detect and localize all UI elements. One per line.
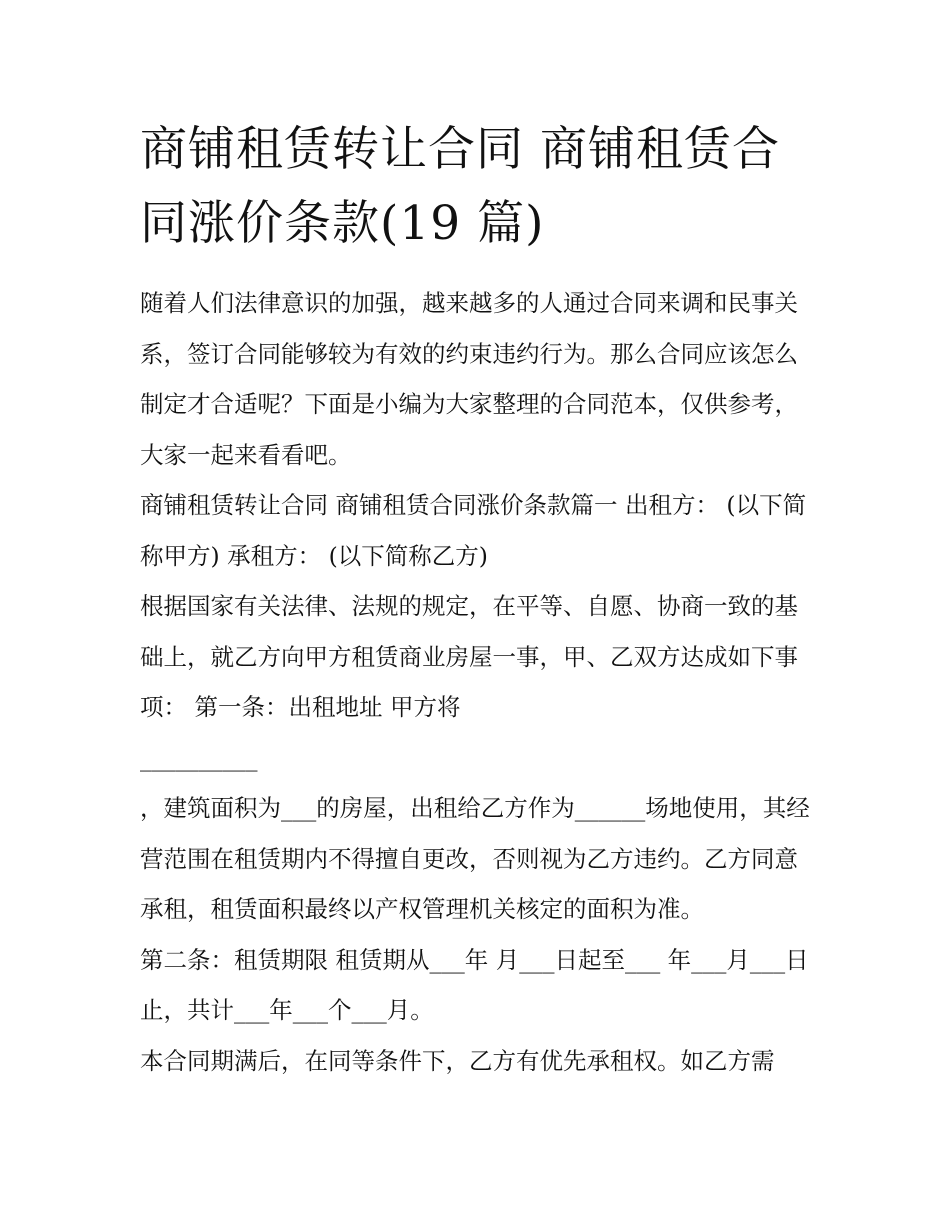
document-title: 商铺租赁转让合同 商铺租赁合同涨价条款(19 篇) <box>140 122 780 251</box>
intro-paragraph: 随着人们法律意识的加强，越来越多的人通过合同来调和民事关系，签订合同能够较为有效的约束违约行为。那么合同应该怎么制定才合适呢？下面是小编为大家整理的合同范本，仅供参考，大家一起来看看吧。 <box>140 289 798 469</box>
document-page <box>140 0 820 1229</box>
article-one-paragraph: ，建筑面积为___的房屋，出租给乙方作为______场地使用，其经营范围在租赁期内不得擅自更改，否则视为乙方违约。乙方同意承租，租赁面积最终以产权管理机关核定的面积为准。 <box>140 794 810 923</box>
basis-paragraph: 根据国家有关法律、法规的规定，在平等、自愿、协商一致的基础上，就乙方向甲方租赁商业房屋一事，甲、乙双方达成如下事项： 第一条：出租地址 甲方将 <box>140 592 798 721</box>
article-two-paragraph: 第二条：租赁期限 租赁期从___年 月___日起至___ 年___月___日止，共计___年___个___月。 <box>140 945 809 1024</box>
parties-paragraph: 商铺租赁转让合同 商铺租赁合同涨价条款篇一 出租方： (以下简称甲方) 承租方： (以下简称乙方) <box>140 491 807 570</box>
document-body <box>140 278 812 1086</box>
renewal-paragraph: 本合同期满后，在同等条件下，乙方有优先承租权。如乙方需 <box>140 1046 775 1075</box>
address-blank: __________ <box>140 743 258 772</box>
